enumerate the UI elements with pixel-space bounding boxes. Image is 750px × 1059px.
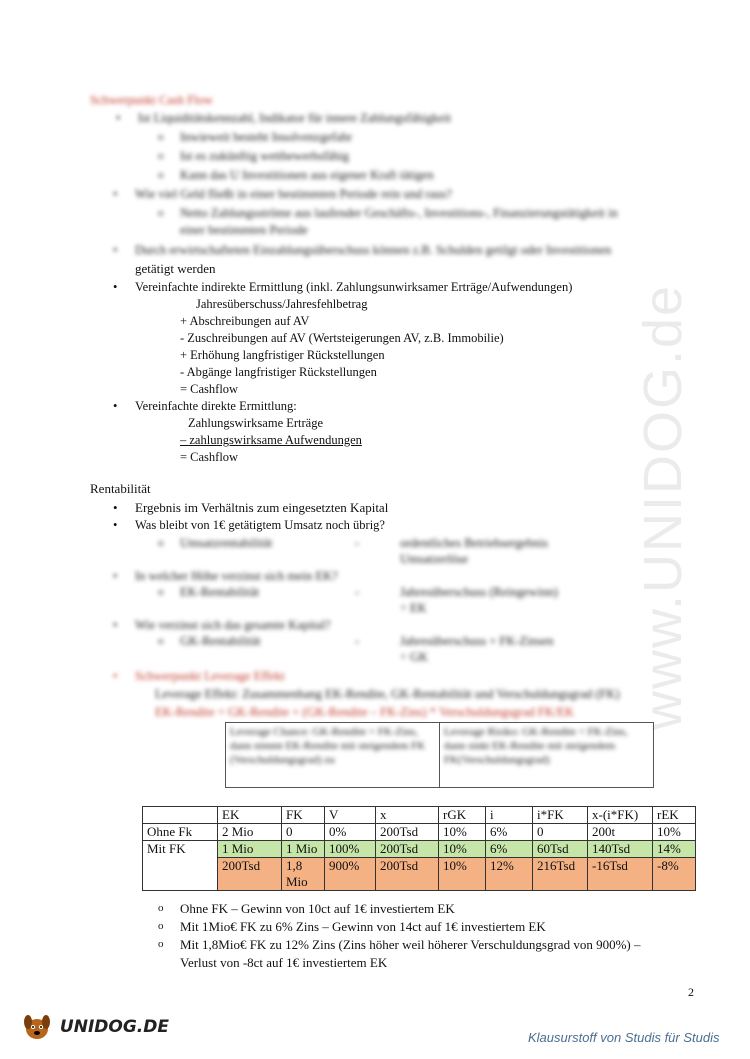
table-row xyxy=(143,824,696,841)
list-item: o Mit 1Mio€ FK zu 6% Zins – Gewinn von 14ct auf 1€ investiertem EK xyxy=(180,918,546,935)
table-cell: 10% xyxy=(439,824,486,841)
dog-logo-icon xyxy=(22,1012,52,1042)
formula-line: + Abschreibungen auf AV xyxy=(180,314,310,328)
formula-line: = Cashflow xyxy=(180,450,239,464)
table-cell: 200Tsd xyxy=(376,841,439,858)
table-header-cell: V xyxy=(325,807,376,824)
dash: - xyxy=(355,536,360,550)
table-header-cell: i xyxy=(486,807,533,824)
table-header-cell: i*FK xyxy=(533,807,588,824)
table-cell: 10% xyxy=(653,824,696,841)
list-item: • Ist Liquiditätskennzahl, Indikator für innere Zahlungsfähigkeit xyxy=(138,110,451,127)
list-item: einer bestimmten Periode xyxy=(180,223,308,237)
watermark: www.UNIDOG.de xyxy=(633,283,693,730)
direct-bullet: • Vereinfachte direkte Ermittlung: xyxy=(135,398,297,415)
formula-line: - Abgänge langfristiger Rückstellungen xyxy=(180,365,377,379)
table-cell: 200Tsd xyxy=(376,824,439,841)
table-cell: 900% xyxy=(325,858,376,891)
table-cell: 1,8 Mio xyxy=(282,858,325,891)
list-item: o Kann das U Investitionen aus eigener Kraft tätigen xyxy=(180,167,434,184)
list-item: o Mit 1,8Mio€ FK zu 12% Zins (Zins höher weil höherer Verschuldungsgrad von 900%) – xyxy=(180,936,640,953)
list-item: Verlust von -8ct auf 1€ investiertem EK xyxy=(180,955,388,970)
table-header-cell: x-(i*FK) xyxy=(588,807,653,824)
list-item: • Was bleibt von 1€ getätigtem Umsatz noch übrig? xyxy=(135,517,385,534)
page-number: 2 xyxy=(688,985,694,999)
table-cell: 60Tsd xyxy=(533,841,588,858)
list-item: o Inwieweit besteht Insolvenzgefahr xyxy=(180,129,352,146)
formula-line: – zahlungswirksame Aufwendungen xyxy=(180,433,362,447)
list-item: Leverage Effekt: Zusammenhang EK-Rendite, GK-Rentabilität und Verschuldungsgrad (FK) xyxy=(155,687,620,701)
indirect-bullet: • Vereinfachte indirekte Ermittlung (inkl. Zahlungsunwirksamer Erträge/Aufwendungen) xyxy=(135,279,572,296)
formula-line: - Zuschreibungen auf AV (Wertsteigerungen AV, z.B. Immobilie) xyxy=(180,331,504,345)
table-cell: 0 xyxy=(533,824,588,841)
leverage-chance-cell: Leverage Chance: GK-Rendite > FK-Zins, dann nimmt EK-Rendite mit steigendem FK (Verschuldungsgrad) zu xyxy=(226,723,440,788)
table-header-row xyxy=(143,807,696,824)
list-item: • Wie viel Geld fließt in einer bestimmten Periode rein und raus? xyxy=(135,186,452,203)
list-item: o Ohne FK – Gewinn von 10ct auf 1€ investiertem EK xyxy=(180,900,455,917)
list-item: • Durch erwirtschafteten Einzahlungsüberschuss können z.B. Schulden getilgt oder Investitionen xyxy=(135,242,611,259)
table-row-label: Mit FK xyxy=(143,841,218,891)
formula-line: ÷ GK xyxy=(400,650,429,664)
list-item: o Umsatzrentabilität xyxy=(180,535,272,552)
leverage-data-table xyxy=(142,806,696,891)
formula-line: Jahresüberschuss (Reingewinn) xyxy=(400,585,558,599)
table-cell: 140Tsd xyxy=(588,841,653,858)
leverage-heading: • Schwerpunkt Leverage Effekt xyxy=(135,668,285,685)
formula-line: + Erhöhung langfristiger Rückstellungen xyxy=(180,348,385,362)
footer-logo-text: UNIDOG.DE xyxy=(59,1017,169,1037)
table-cell: 216Tsd xyxy=(533,858,588,891)
leverage-table xyxy=(225,722,654,788)
text-line: getätigt werden xyxy=(135,261,216,276)
footer-slogan: Klausurstoff von Studis für Studis xyxy=(528,1030,720,1045)
table-cell: 6% xyxy=(486,841,533,858)
list-item: o GK-Rentabilität xyxy=(180,633,261,650)
table-header-cell xyxy=(143,807,218,824)
table-header-cell: rEK xyxy=(653,807,696,824)
formula-line: ordentliches Betriebsergebnis xyxy=(400,536,548,550)
table-cell: 12% xyxy=(486,858,533,891)
leverage-risk-cell: Leverage Risiko: GK-Rendite < FK-Zins, dann sinkt EK-Rendite mit steigendem FK(Verschuldungsgrad) xyxy=(440,723,654,788)
dash: - xyxy=(355,634,360,648)
table-cell: 200Tsd xyxy=(376,858,439,891)
table-cell: 6% xyxy=(486,824,533,841)
rentabilitaet-heading: Rentabilität xyxy=(90,481,151,496)
footer-logo xyxy=(22,1012,169,1042)
formula-line: Jahresüberschuss + FK-Zinsen xyxy=(400,634,554,648)
table-cell: 1 Mio xyxy=(218,841,282,858)
formula-line: Zahlungswirksame Erträge xyxy=(188,416,324,430)
table-cell: 200Tsd xyxy=(218,858,282,891)
table-cell: -16Tsd xyxy=(588,858,653,891)
table-row xyxy=(143,858,696,891)
formula-line: ÷ EK xyxy=(400,601,427,615)
table-cell: 0% xyxy=(325,824,376,841)
table-cell: 2 Mio xyxy=(218,824,282,841)
table-header-cell: FK xyxy=(282,807,325,824)
dash: - xyxy=(355,585,360,599)
list-item: o Ist es zukünftig wettbewerbsfähig xyxy=(180,148,349,165)
list-item: o EK-Rentabilität xyxy=(180,584,259,601)
table-header-cell: rGK xyxy=(439,807,486,824)
list-item: EK-Rendite = GK-Rendite + (GK-Rendite – FK-Zins) * Verschuldungsgrad FK/EK xyxy=(155,705,575,719)
table-cell: 14% xyxy=(653,841,696,858)
table-cell: 100% xyxy=(325,841,376,858)
list-item: • Ergebnis im Verhältnis zum eingesetzten Kapital xyxy=(135,499,388,516)
table-cell: 10% xyxy=(439,858,486,891)
table-cell: 200t xyxy=(588,824,653,841)
formula-line: Jahresüberschuss/Jahresfehlbetrag xyxy=(196,297,368,311)
table-cell: Ohne Fk xyxy=(143,824,218,841)
cashflow-heading: Schwerpunkt Cash Flow xyxy=(90,93,213,107)
table-header-cell: x xyxy=(376,807,439,824)
formula-line: = Cashflow xyxy=(180,382,239,396)
table-cell: 10% xyxy=(439,841,486,858)
table-cell: -8% xyxy=(653,858,696,891)
table-header-cell: EK xyxy=(218,807,282,824)
list-item: o Netto Zahlungsströme aus laufender Geschäfts-, Investitions-, Finanzierungstätigkeit in xyxy=(180,205,618,222)
table-cell: 0 xyxy=(282,824,325,841)
list-item: • In welcher Höhe verzinst sich mein EK? xyxy=(135,568,338,585)
table-row xyxy=(143,841,696,858)
table-cell: 1 Mio xyxy=(282,841,325,858)
list-item: • Wie verzinst sich das gesamte Kapital? xyxy=(135,617,331,634)
formula-line: Umsatzerlöse xyxy=(400,552,469,566)
